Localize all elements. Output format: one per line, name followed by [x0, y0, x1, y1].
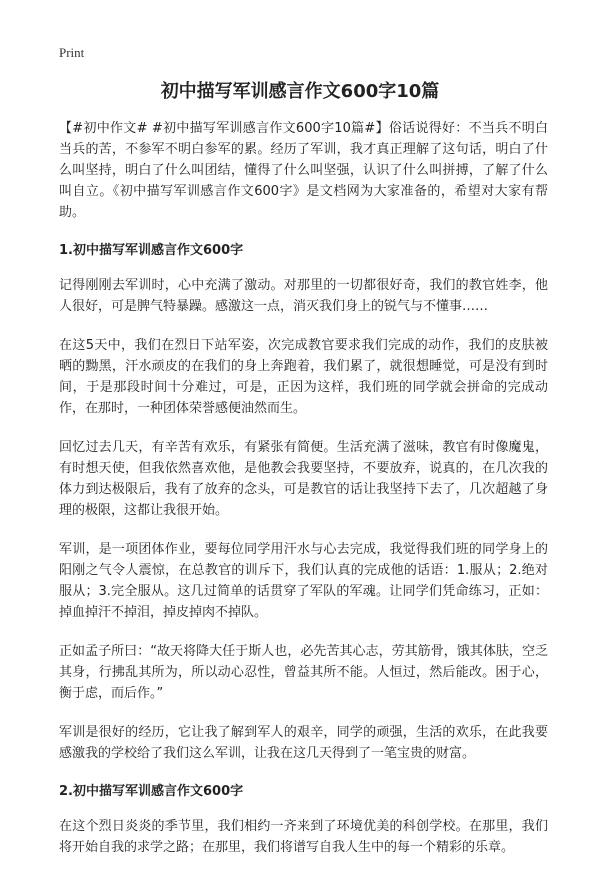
intro-paragraph: 【#初中作文# #初中描写军训感言作文600字10篇#】俗话说得好：不当兵不明白当兵的苦，不参军不明白参军的累。经历了军训，我才真正理解了这句话，明白了什么叫坚持，明白了什么叫团结，懂得了什么叫坚强，认识了什么叫拼搏，了解了什么叫自立。《初中描写军训感言作文600字》是文档网为大家准备的，希望对大家有帮助。 — [59, 121, 548, 220]
section-paragraph: 在这5天中，我们在烈日下站军姿，次完成教官要求我们完成的动作，我们的皮肤被晒的黝黑，汗水顽皮的在我们的身上奔跑着，我们累了，就很想睡觉，可是没有到时间，于是那段时间十分难过，可是，正因为这样，我们班的同学就会拼命的完成动作，在那时，一种团体荣誉感便油然而生。 — [59, 338, 548, 416]
section-paragraph: 正如孟子所曰：“故天将降大任于斯人也，必先苦其心志，劳其筋骨，饿其体肤，空乏其身，行拂乱其所为，所以动心忍性，曾益其所不能。人恒过，然后能改。困于心，衡于虑，而后作。” — [59, 644, 548, 701]
print-link[interactable]: Print — [59, 45, 85, 60]
section-1 — [59, 241, 548, 764]
section-paragraph: 军训，是一项团体作业，要每位同学用汗水与心去完成，我觉得我们班的同学身上的阳刚之气令人震惊，在总教官的训斥下，我们认真的完成他的话语：1.服从；2.绝对服从；3.完全服从。这几过简单的话贯穿了军队的军魂。让同学们凭命练习，正如：掉血掉汗不掉泪，掉皮掉肉不掉队。 — [59, 542, 548, 620]
section-2 — [59, 782, 548, 858]
article-title: 初中描写军训感言作文600字10篇 — [160, 81, 440, 102]
section-paragraph: 军训是很好的经历，它让我了解到军人的艰辛，同学的顽强，生活的欢乐，在此我要感激我的学校给了我们这么军训，让我在这几天得到了一笔宝贵的财富。 — [59, 725, 548, 761]
article-body — [59, 118, 548, 876]
section-paragraph: 记得刚刚去军训时，心中充满了激动。对那里的一切都很好奇，我们的教官姓李，他人很好，可是脾气特暴躁。感激这一点，消灭我们身上的锐气与不懂事…… — [59, 278, 548, 314]
section-heading: 2.初中描写军训感言作文600字 — [59, 784, 244, 799]
section-paragraph: 回忆过去几天，有辛苦有欢乐，有紧张有简便。生活充满了滋味，教官有时像魔鬼，有时想天使，但我依然喜欢他，是他教会我要坚持，不要放弃，说真的，在几次我的体力到达极限后，我有了放弃的念头，可是教官的话让我坚持下去了，几次超越了身理的极限，这都让我很开始。 — [59, 440, 548, 518]
section-heading: 1.初中描写军训感言作文600字 — [59, 243, 244, 258]
section-paragraph: 在这个烈日炎炎的季节里，我们相约一齐来到了环境优美的科创学校。在那里，我们将开始自我的求学之路；在那里，我们将谱写自我人生中的每一个精彩的乐章。 — [59, 819, 548, 855]
